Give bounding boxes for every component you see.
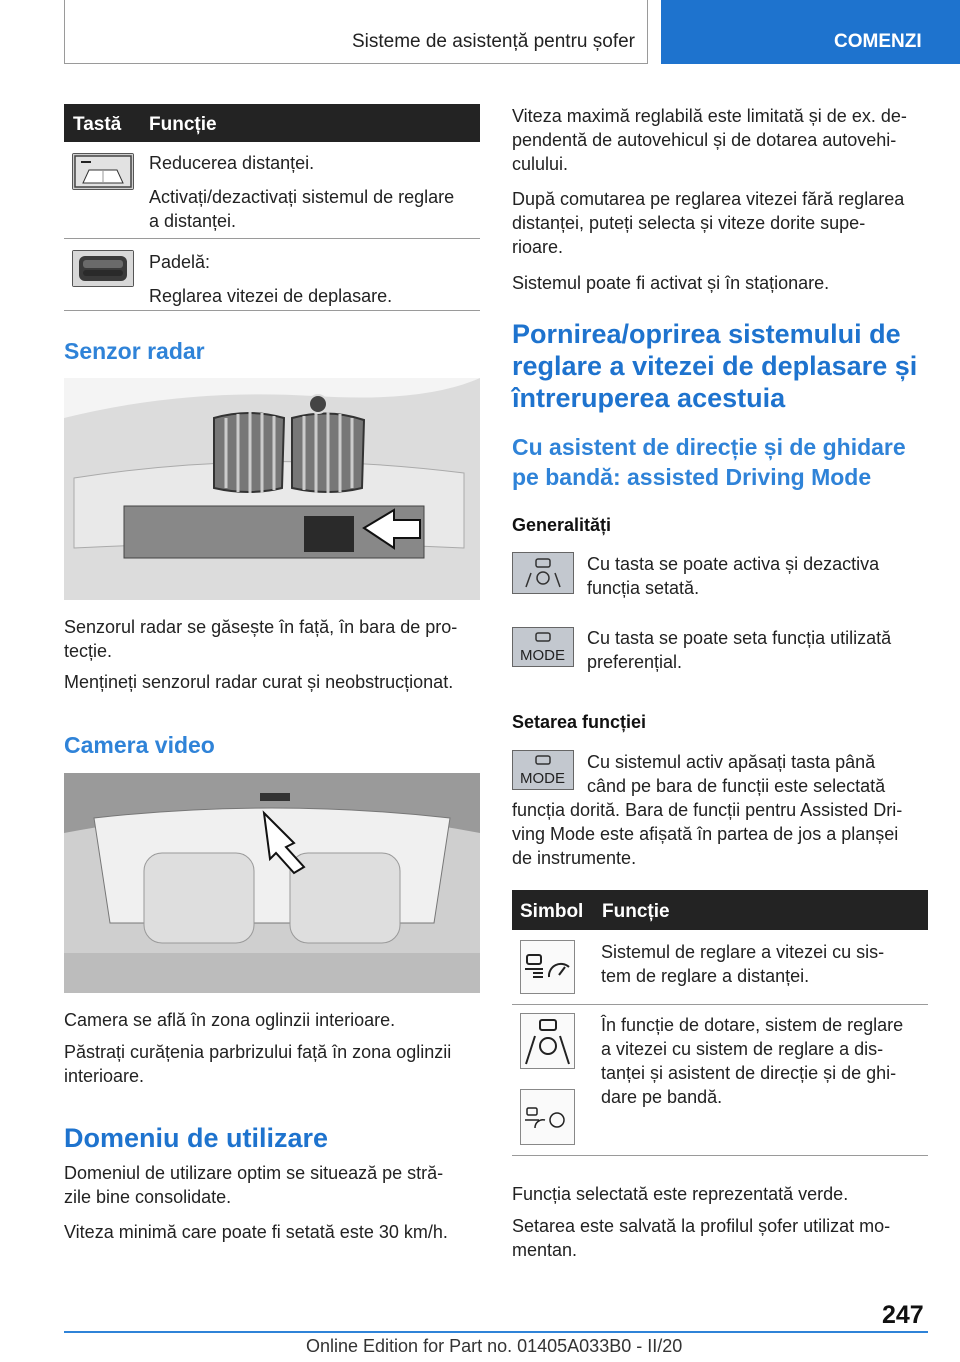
start-stop-heading-line3: întreruperea acestuia — [512, 383, 786, 413]
camera-paragraph-1: Camera se află în zona oglinzii interioare. — [64, 1010, 396, 1030]
t2-row2-line3: tanței și asistent de direcție și de ghi- — [601, 1063, 897, 1083]
right-p1-line3: culului. — [512, 154, 569, 174]
gen-item2-line1: Cu tasta se poate seta funcția utilizată — [587, 628, 892, 648]
start-stop-heading-line2: reglare a vitezei de deplasare și — [512, 351, 918, 381]
right-p2-line1: După comutarea pe reglarea vitezei fără reglarea — [512, 189, 905, 209]
camera-p2-line2: interioare. — [64, 1066, 145, 1086]
setting-text-part1 — [587, 750, 885, 798]
general-item-1 — [587, 552, 879, 600]
row2-line2: Reglarea vitezei de deplasare. — [149, 286, 393, 306]
table1-bottom-rule — [64, 310, 480, 311]
right-paragraph-5 — [512, 1214, 890, 1262]
row1-line3: a distanței. — [149, 211, 237, 231]
t2-row1-line2: tem de reglare a distanței. — [601, 966, 810, 986]
driving-mode-heading-line1: Cu asistent de direcție și de ghidare — [512, 434, 906, 460]
right-p2-line3: rioare. — [512, 237, 564, 257]
set-line2: când pe bara de funcții este selectată — [587, 776, 886, 796]
set-line4: ving Mode este afișată în partea de jos a planșei — [512, 824, 899, 844]
table1-divider — [64, 238, 480, 239]
row1-line2: Activați/dezactivați sistemul de reglare — [149, 187, 455, 207]
table2-row1-text — [601, 940, 884, 988]
mode-button-icon — [512, 627, 574, 667]
right-p1-line2: pendentă de autovehicul și de dotarea autovehi- — [512, 130, 897, 150]
page-number: 247 — [882, 1301, 924, 1329]
table2-divider — [512, 1004, 928, 1005]
header-section-box — [64, 0, 648, 64]
table1-col-function: Funcție — [149, 114, 217, 135]
section-title: Sisteme de asistență pentru șofer — [351, 31, 635, 52]
distance-button-icon — [72, 153, 134, 190]
table2-col-function: Funcție — [602, 901, 670, 922]
right-paragraph-3: Sistemul poate fi activat și în staționare. — [512, 273, 830, 293]
camera-paragraph-2 — [64, 1040, 451, 1088]
tab-comenzi[interactable]: COMENZI — [834, 31, 922, 52]
right-p5-line2: mentan. — [512, 1240, 578, 1260]
assist-toggle-button-icon — [512, 552, 574, 594]
cruise-distance-icon — [520, 940, 575, 994]
mode-label: MODE — [520, 647, 565, 664]
domain-heading: Domeniu de utilizare — [64, 1123, 329, 1153]
domain-p1-line1: Domeniul de utilizare optim se situează pe stră- — [64, 1163, 444, 1183]
start-stop-heading-line1: Pornirea/oprirea sistemului de — [512, 319, 901, 349]
right-paragraph-1 — [512, 104, 907, 176]
right-p5-line1: Setarea este salvată la profilul șofer utilizat mo- — [512, 1216, 891, 1236]
row2-line1: Padelă: — [149, 252, 211, 272]
table1-col-key: Tastă — [73, 114, 122, 135]
footer-edition: Online Edition for Part no. 01405A033B0 - II/20 — [306, 1336, 683, 1356]
table1-row2-text — [149, 250, 392, 308]
t2-row2-line2: a vitezei cu sistem de reglare a dis- — [601, 1039, 884, 1059]
right-paragraph-4: Funcția selectată este reprezentată verde. — [512, 1184, 849, 1204]
right-p1-line1: Viteza maximă reglabilă este limitată și de ex. de- — [512, 106, 907, 126]
radar-illustration — [64, 378, 480, 600]
general-heading: Generalități — [512, 515, 612, 535]
table2-header — [512, 890, 928, 930]
domain-p1-line2: zile bine consolidate. — [64, 1187, 232, 1207]
radar-p1-line1: Senzorul radar se găsește în față, în bara de pro- — [64, 617, 458, 637]
t2-row1-line1: Sistemul de reglare a vitezei cu sis- — [601, 942, 885, 962]
gen-item1-line2: funcția setată. — [587, 578, 700, 598]
set-line1: Cu sistemul activ apăsați tasta până — [587, 752, 876, 772]
header-tab[interactable] — [661, 0, 960, 64]
mode-button-icon-2 — [512, 750, 574, 790]
setting-text-part2 — [512, 798, 902, 870]
driving-mode-heading-line2: pe bandă: assisted Driving Mode — [512, 464, 872, 490]
start-stop-heading — [512, 318, 917, 414]
gen-item2-line2: preferențial. — [587, 652, 683, 672]
general-item-2 — [587, 626, 891, 674]
t2-row2-line1: În funcție de dotare, sistem de reglare — [601, 1015, 904, 1035]
domain-paragraph-2: Viteza minimă care poate fi setată este 30 km/h. — [64, 1222, 448, 1242]
t2-row2-line4: dare pe bandă. — [601, 1087, 723, 1107]
radar-p1-line2: tecție. — [64, 641, 113, 661]
paddle-icon — [72, 250, 134, 287]
domain-paragraph-1 — [64, 1161, 443, 1209]
radar-paragraph-1 — [64, 615, 457, 663]
table2-row2-text — [601, 1013, 903, 1109]
right-paragraph-2 — [512, 187, 904, 259]
camera-p2-line1: Păstrați curățenia parbrizului față în zona oglinzii — [64, 1042, 452, 1062]
row1-line1: Reducerea distanței. — [149, 153, 315, 173]
right-p2-line2: distanței, puteți selecta și viteze dorite supe- — [512, 213, 866, 233]
camera-heading: Camera video — [64, 732, 215, 758]
driving-mode-heading — [512, 432, 906, 492]
steering-assist-small-icon — [520, 1089, 575, 1145]
steering-assist-icon — [520, 1013, 575, 1069]
table2-bottom-rule — [512, 1155, 928, 1156]
footer-rule — [64, 1331, 928, 1333]
camera-illustration — [64, 773, 480, 993]
table1-row1-text — [149, 151, 454, 233]
radar-paragraph-2: Mențineți senzorul radar curat și neobstrucționat. — [64, 672, 454, 692]
set-line3: funcția dorită. Bara de funcții pentru Assisted Dri- — [512, 800, 903, 820]
radar-heading: Senzor radar — [64, 338, 205, 364]
gen-item1-line1: Cu tasta se poate activa și dezactiva — [587, 554, 880, 574]
set-line5: de instrumente. — [512, 848, 637, 868]
table1-header — [64, 104, 480, 142]
setting-heading: Setarea funcției — [512, 712, 647, 732]
mode-label-2: MODE — [520, 770, 565, 787]
table2-col-symbol: Simbol — [520, 901, 584, 922]
